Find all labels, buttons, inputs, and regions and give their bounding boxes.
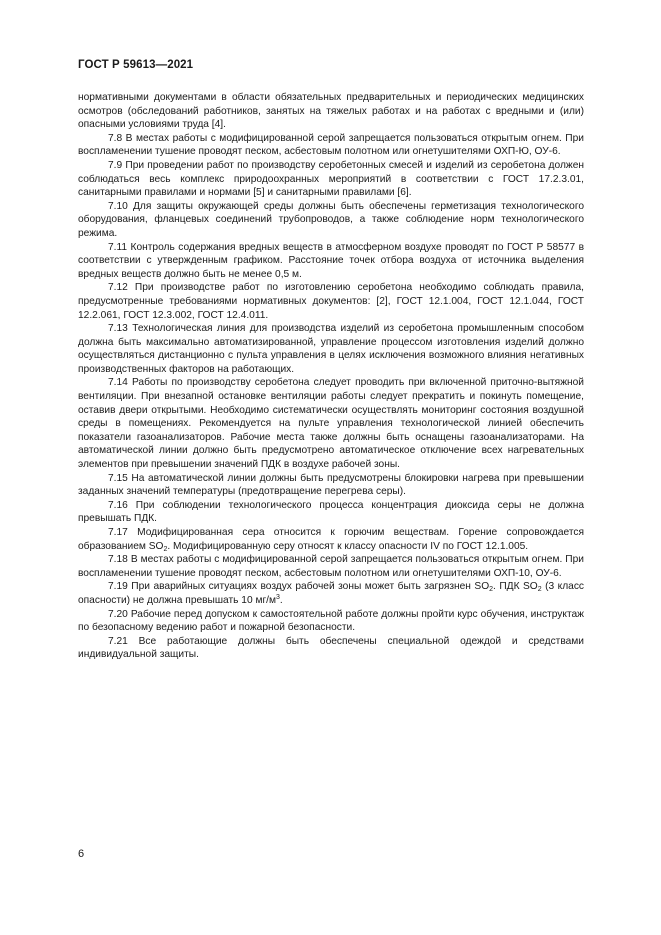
paragraph-7-15: 7.15 На автоматической линии должны быть предусмотрены блокировки нагрева при превышении заданных значений температуры (предотвращение перегрева серы). (78, 472, 584, 498)
paragraph-7-16: 7.16 При соблюдении технологического процесса концентрация диоксида серы не должна превышать ПДК. (78, 499, 584, 525)
p717-subscript: 2 (163, 545, 168, 553)
paragraph-7-14: 7.14 Работы по производству серобетона следует проводить при включенной приточно-вытяжной вентиляции. При внезапной остановке вентиляции работы следует прекратить и покинуть помещение, оставив двери открытыми. Необходимо систематически осуществлять мониторинг состояния воздушной среды в помещениях. Рекомендуется на пульте управления технологической линией обеспечить показатели газоанализаторов. Рабочие места также должны быть оснащены газоанализаторами. На автоматической линии должно быть предусмотрено автоматическое отключение всех нагревательных элементов при превышении значений ПДК в воздухе рабочей зоны. (78, 377, 584, 471)
p719-text-a: 7.19 При аварийных ситуациях воздух рабочей зоны может быть загрязнен SO (108, 581, 490, 593)
p717-text-b: . Модифицированную серу относят к классу опасности IV по ГОСТ 12.1.005. (167, 540, 529, 552)
p719-text-d: . (279, 594, 283, 606)
paragraph-7-19 (78, 580, 584, 607)
p717-text-a: 7.17 Модифицированная сера относится к горючим веществам. Горение сопровождается образованием SO (78, 527, 584, 552)
p719-subscript-1: 2 (489, 586, 494, 594)
paragraph-7-11: 7.11 Контроль содержания вредных веществ в атмосферном воздухе проводят по ГОСТ Р 58577 в соответствии с утвержденным графиком. Расстояние точек отбора воздуха от источника выделения вредных веществ должно быть не менее 0,5 м. (78, 241, 584, 280)
p719-subscript-2: 2 (537, 586, 542, 594)
paragraph-7-20: 7.20 Рабочие перед допуском к самостоятельной работе должны пройти курс обучения, инструктаж по безопасному ведению работ и пожарной безопасности. (78, 608, 584, 634)
paragraph-7-10: 7.10 Для защиты окружающей среды должны быть обеспечены герметизация технологического оборудования, фланцевых соединений трубопроводов, а также соблюдение норм технологического режима. (78, 200, 584, 239)
document-body (78, 91, 584, 662)
p719-superscript: 3 (276, 593, 280, 601)
page-number: 6 (78, 848, 85, 860)
paragraph-7-13: 7.13 Технологическая линия для производства изделий из серобетона промышленным способом должна быть максимально автоматизированной, управление процессом изготовления изделий должно осуществляться дистанционно с пульта управления в целях исключения возможного влияния негативных производственных факторов на работающих. (78, 323, 584, 375)
paragraph-7-12: 7.12 При производстве работ по изготовлению серобетона необходимо соблюдать правила, предусмотренные требованиями нормативных документов: [2], ГОСТ 12.1.004, ГОСТ 12.1.044, ГОСТ 12.2.061, ГОСТ 12.3.002, ГОСТ 12.4.011. (78, 282, 584, 321)
paragraph-7-21: 7.21 Все работающие должны быть обеспечены специальной одеждой и средствами индивидуальной защиты. (78, 635, 584, 661)
paragraph-intro: нормативными документами в области обязательных предварительных и периодических медицинских осмотров (обследований работников, занятых на тяжелых работах и на работах с вредными и (или) опасными условиями труда [4]. (78, 92, 584, 131)
paragraph-7-18: 7.18 В местах работы с модифицированной серой запрещается пользоваться открытым огнем. При воспламенении тушение проводят песком, асбестовым полотном или огнетушителями ОХП-10, ОУ-6. (78, 554, 584, 579)
p719-text-c: (3 класс опасности) не должна превышать 10 мг/м (78, 581, 585, 606)
p719-text-b: . ПДК SO (493, 581, 538, 593)
paragraph-7-9: 7.9 При проведении работ по производству серобетонных смесей и изделий из серобетона должен соблюдаться весь комплекс природоохранных мероприятий в соответствии с ГОСТ 17.2.3.01, санитарными правилами и нормами [5] и санитарными правилами [6]. (78, 159, 584, 199)
document-header: ГОСТ Р 59613—2021 (78, 59, 194, 71)
paragraph-7-17 (78, 526, 584, 553)
paragraph-7-8: 7.8 В местах работы с модифицированной серой запрещается пользоваться открытым огнем. При воспламенении тушение проводят песком, асбестовым полотном или огнетушителями ОХП-Ю, ОУ-6. (78, 132, 584, 158)
